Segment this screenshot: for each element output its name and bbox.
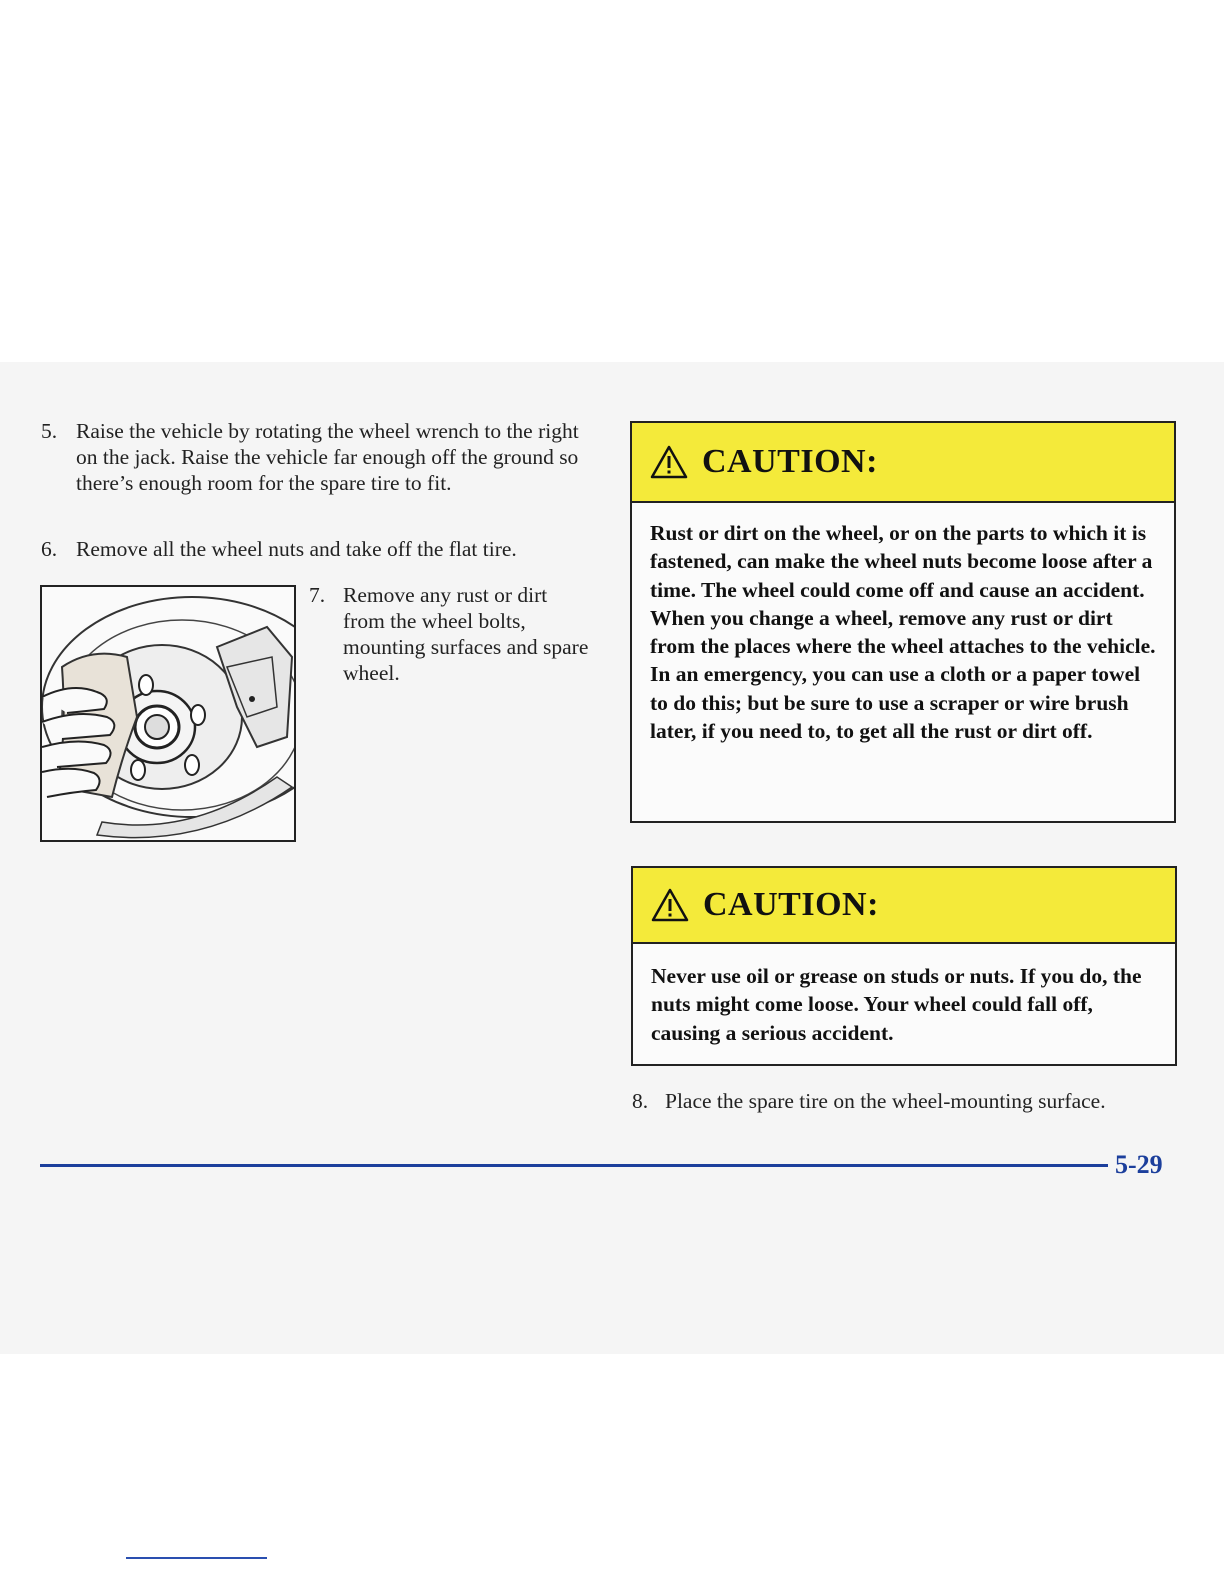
warning-triangle-icon (651, 888, 689, 922)
step-text: Place the spare tire on the wheel-mounting surface. (665, 1089, 1106, 1113)
step-5 (41, 418, 601, 496)
warning-triangle-icon (650, 445, 688, 479)
step-text: Remove any rust or dirt from the wheel bolts, mounting surfaces and spare wheel. (343, 583, 589, 685)
step-6 (41, 536, 601, 562)
caution-header (632, 423, 1174, 503)
step-number: 5. (41, 419, 58, 443)
step-7 (309, 582, 589, 686)
step-text: Remove all the wheel nuts and take off the flat tire. (76, 537, 517, 561)
caution-title: CAUTION: (703, 886, 879, 923)
caution-body: Never use oil or grease on studs or nuts. If you do, the nuts might come loose. Your wheel could fall off, causing a serious accident. (651, 964, 1142, 1045)
step-text: Raise the vehicle by rotating the wheel wrench to the right on the jack. Raise the vehicle far enough off the ground so there’s enough room for the spare tire to fit. (76, 419, 579, 495)
footer-rule (40, 1164, 1108, 1167)
step-number: 8. (632, 1089, 649, 1113)
caution-box-oil (631, 866, 1177, 1066)
caution-body: Rust or dirt on the wheel, or on the parts to which it is fastened, can make the wheel nuts become loose after a time. The wheel could come off and cause an accident. When you change a wheel, remove any rust or dirt from the places where the wheel attaches to the vehicle. In an emergency, you can use a cloth or a paper towel to do this; but be sure to use a scraper or wire brush later, if you need to, to get all the rust or dirt off. (650, 521, 1156, 744)
bottom-divider (126, 1557, 267, 1559)
step-number: 7. (309, 583, 326, 607)
step-number: 6. (41, 537, 58, 561)
caution-header (633, 868, 1175, 944)
caution-title: CAUTION: (702, 443, 878, 480)
page-number: 5-29 (1115, 1150, 1163, 1179)
caution-box-rust (630, 421, 1176, 823)
wheel-hub-cleaning-illustration (40, 585, 296, 842)
step-8 (632, 1088, 1192, 1114)
